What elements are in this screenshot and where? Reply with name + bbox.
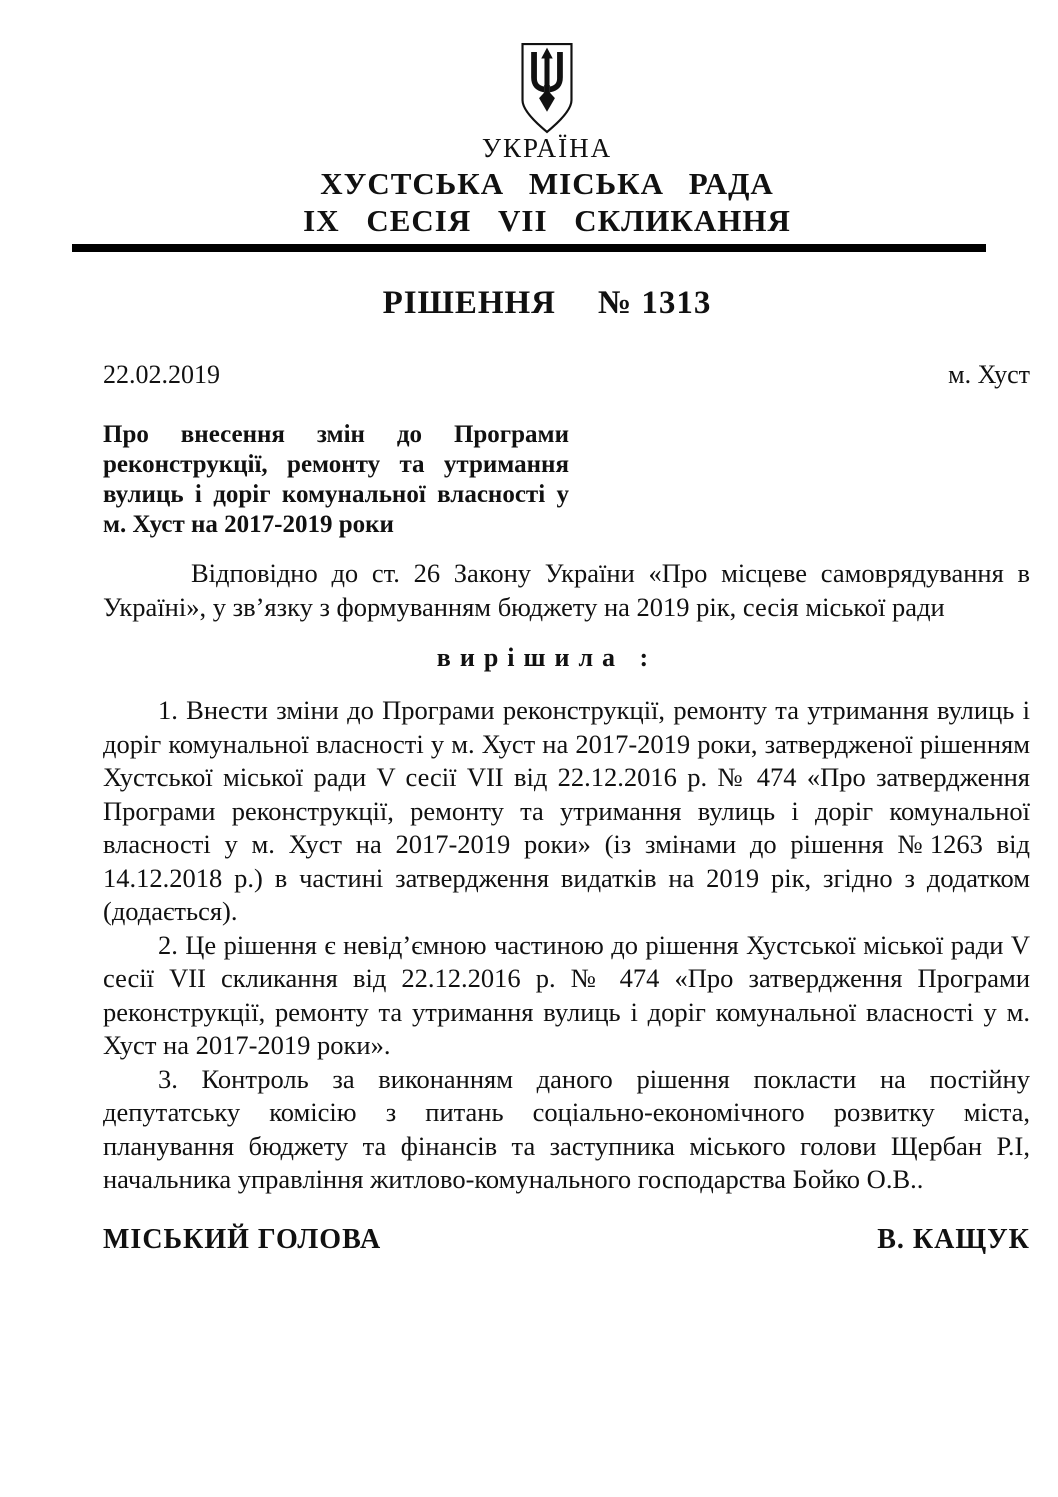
decision-items <box>103 694 1030 1197</box>
resolved-word: вирішила : <box>436 643 658 672</box>
decision-item-3: 3. Контроль за виконанням даного рішення покласти на постійну депутатську комісію з питань соціально-економічного розвитку міста, планування бюджету та фінансів та заступника міського голови Щербан Р.І, начальника управління житлово-комунального господарства Бойко О.В.. <box>103 1063 1030 1194</box>
decision-date: 22.02.2019 <box>103 360 220 389</box>
decision-place: м. Хуст <box>948 360 1030 389</box>
signature-row <box>103 1224 1030 1256</box>
country-name: УКРАЇНА <box>481 133 613 163</box>
signature-name: В. КАЩУК <box>877 1224 1030 1255</box>
decision-subject: Про внесення змін до Програми реконструкції, ремонту та утримання вулиць і доріг комунальної власності у м. Хуст на 2017-2019 роки <box>103 421 569 538</box>
session-line: IX СЕСІЯ VII СКЛИКАННЯ <box>303 203 791 238</box>
decision-item-1: 1. Внести зміни до Програми реконструкції, ремонту та утримання вулиць і доріг комунальної власності у м. Хуст на 2017-2019 роки, затвердженої рішенням Хустської міської ради V сесії VII від 22.12.2016 р. № 474 «Про затвердження Програми реконструкції, ремонту та утримання вулиць і доріг комунальної власності у м. Хуст на 2017-2019 роки» (із змінами до рішення №1263 від 14.12.2018 р.) в частині затвердження видатків на 2019 рік, згідно з додатком (додається). <box>103 695 1030 926</box>
decision-item-2: 2. Це рішення є невід’ємною частиною до рішення Хустської міської ради V сесії VII скликання від 22.12.2016 р. № 474 «Про затвердження Програми реконструкції, ремонту та утримання вулиць і доріг комунальної власності у м. Хуст на 2017-2019 роки». <box>103 929 1030 1060</box>
meta-row <box>103 360 1030 390</box>
decision-word: РІШЕННЯ <box>382 285 556 321</box>
decision-title <box>383 285 712 322</box>
decision-number: № 1313 <box>598 285 712 321</box>
signature-title: МІСЬКИЙ ГОЛОВА <box>103 1224 382 1255</box>
council-name: ХУСТСЬКА МІСЬКА РАДА <box>320 166 774 201</box>
preamble-paragraph: Відповідно до ст. 26 Закону України «Про місцеве самоврядування в Україні», у зв’язку з формуванням бюджету на 2019 рік, сесія міської ради <box>103 558 1030 622</box>
ukraine-trident-shield-icon <box>511 40 583 141</box>
header-divider <box>72 244 986 252</box>
